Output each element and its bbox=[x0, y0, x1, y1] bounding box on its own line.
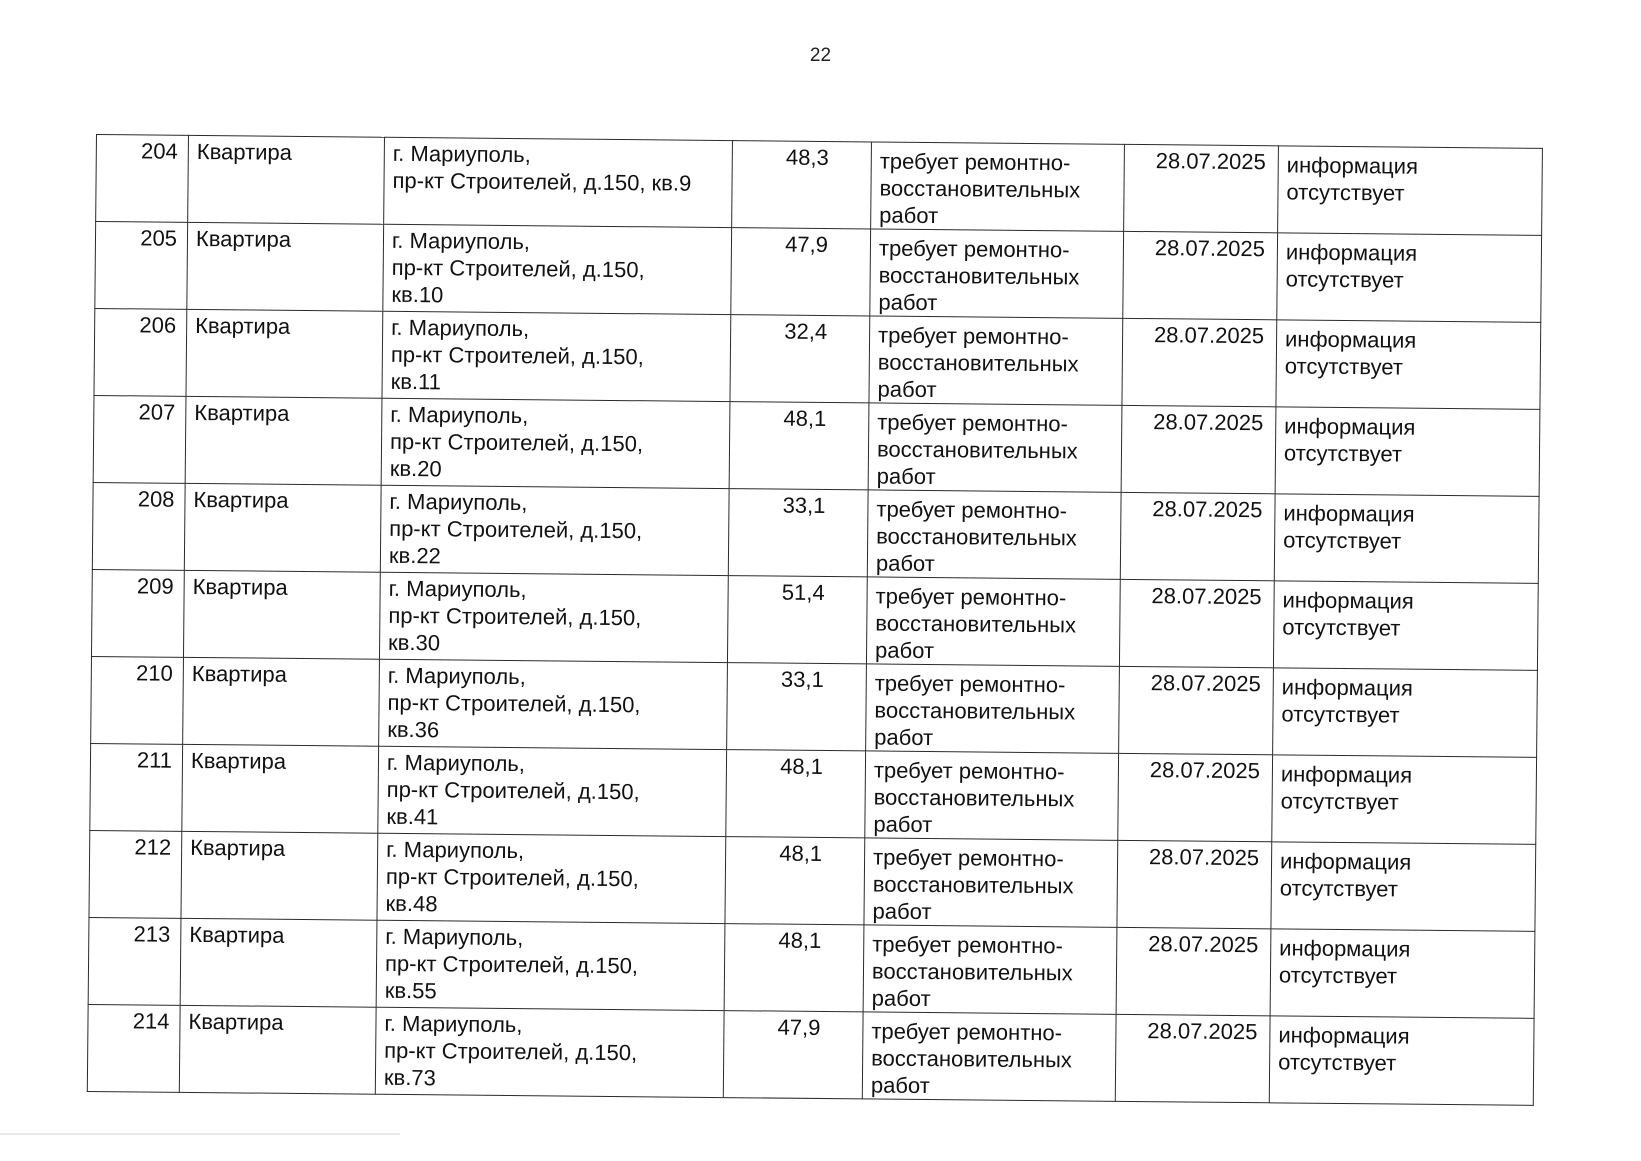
cell-address bbox=[380, 485, 729, 575]
address-city: г. Мариуполь, bbox=[391, 227, 531, 255]
row-number: 204 bbox=[141, 138, 178, 164]
address-apartment: кв.36 bbox=[387, 716, 440, 743]
cell-area bbox=[731, 228, 871, 316]
inspection-date: 28.07.2025 bbox=[1151, 583, 1262, 610]
address-apartment: кв.55 bbox=[384, 977, 437, 1004]
object-type: Квартира bbox=[195, 225, 292, 252]
cell-address bbox=[381, 398, 730, 488]
object-type: Квартира bbox=[195, 312, 291, 339]
area-value: 48,1 bbox=[783, 405, 827, 432]
inspection-date: 28.07.2025 bbox=[1155, 148, 1266, 175]
address-street: пр-кт Строителей, д.150, bbox=[388, 602, 642, 631]
inspection-date: 28.07.2025 bbox=[1153, 322, 1265, 349]
cell-date bbox=[1121, 405, 1276, 493]
cell-condition bbox=[868, 403, 1122, 492]
owner-info-text: информация отсутствует bbox=[1283, 500, 1415, 554]
cell-date bbox=[1116, 927, 1271, 1015]
table-row bbox=[89, 830, 1536, 931]
cell-number bbox=[91, 569, 184, 657]
cell-address bbox=[384, 137, 733, 227]
cell-owner-info bbox=[1269, 1016, 1534, 1106]
table-row bbox=[92, 482, 1539, 583]
condition-text: требует ремонтно- восстановительных работ bbox=[873, 757, 1075, 838]
address-city: г. Мариуполь, bbox=[387, 662, 526, 690]
cell-number bbox=[94, 308, 187, 396]
object-type: Квартира bbox=[190, 747, 287, 774]
inspection-date: 28.07.2025 bbox=[1153, 409, 1264, 436]
row-number: 213 bbox=[133, 921, 171, 947]
owner-info-text: информация отсутствует bbox=[1284, 326, 1417, 380]
owner-info-text: информация отсутствует bbox=[1278, 935, 1411, 989]
cell-object-type bbox=[183, 657, 380, 746]
cell-owner-info bbox=[1278, 146, 1543, 236]
object-type: Квартира bbox=[190, 834, 286, 861]
cell-address bbox=[377, 833, 726, 923]
cell-owner-info bbox=[1276, 320, 1541, 410]
owner-info-text: информация отсутствует bbox=[1281, 674, 1414, 728]
cell-condition bbox=[865, 751, 1119, 840]
cell-number bbox=[88, 917, 181, 1005]
table-row bbox=[87, 1004, 1534, 1105]
cell-object-type bbox=[186, 309, 383, 398]
page-number: 22 bbox=[809, 45, 832, 66]
cell-object-type bbox=[184, 483, 381, 572]
cell-number bbox=[89, 830, 182, 918]
cell-date bbox=[1115, 1014, 1270, 1102]
table-row bbox=[91, 569, 1538, 670]
row-number: 207 bbox=[138, 399, 176, 425]
table-row bbox=[94, 308, 1541, 409]
condition-text: требует ремонтно- восстановительных работ bbox=[870, 1018, 1072, 1099]
object-type: Квартира bbox=[196, 138, 293, 165]
cell-owner-info bbox=[1273, 668, 1538, 758]
address-city: г. Мариуполь, bbox=[392, 140, 531, 168]
cell-owner-info bbox=[1270, 929, 1535, 1019]
area-value: 51,4 bbox=[781, 579, 825, 606]
area-value: 33,1 bbox=[780, 666, 824, 693]
address-city: г. Мариуполь, bbox=[386, 749, 526, 777]
scan-edge-line bbox=[0, 1133, 400, 1135]
cell-area bbox=[724, 924, 864, 1012]
cell-condition bbox=[864, 838, 1118, 927]
cell-address bbox=[378, 746, 727, 836]
table-row bbox=[88, 917, 1535, 1018]
condition-text: требует ремонтно- восстановительных работ bbox=[878, 235, 1080, 316]
cell-condition bbox=[867, 490, 1121, 579]
cell-owner-info bbox=[1277, 233, 1542, 323]
cell-area bbox=[730, 315, 870, 403]
object-type: Квартира bbox=[189, 921, 285, 948]
address-city: г. Мариуполь, bbox=[389, 488, 528, 516]
cell-date bbox=[1119, 666, 1274, 754]
address-street: пр-кт Строителей, д.150, кв.9 bbox=[392, 167, 692, 196]
cell-date bbox=[1120, 492, 1275, 580]
area-value: 48,1 bbox=[780, 753, 824, 780]
address-apartment: кв.20 bbox=[389, 455, 442, 482]
address-street: пр-кт Строителей, д.150, bbox=[386, 776, 640, 805]
condition-text: требует ремонтно- восстановительных работ bbox=[879, 148, 1081, 229]
address-street: пр-кт Строителей, д.150, bbox=[385, 863, 639, 892]
condition-text: требует ремонтно- восстановительных работ bbox=[871, 931, 1073, 1012]
cell-owner-info bbox=[1273, 581, 1538, 671]
cell-condition bbox=[866, 664, 1120, 753]
cell-address bbox=[379, 659, 728, 749]
address-apartment: кв.73 bbox=[383, 1064, 436, 1091]
cell-number bbox=[92, 482, 185, 570]
row-number: 211 bbox=[136, 747, 173, 773]
cell-date bbox=[1118, 753, 1273, 841]
table-row bbox=[90, 743, 1537, 844]
object-type: Квартира bbox=[192, 573, 288, 600]
inspection-date: 28.07.2025 bbox=[1148, 931, 1259, 958]
table-row bbox=[96, 135, 1543, 236]
address-street: пр-кт Строителей, д.150, bbox=[390, 341, 644, 370]
row-number: 214 bbox=[132, 1008, 170, 1034]
cell-area bbox=[727, 576, 867, 664]
area-value: 47,9 bbox=[777, 1014, 821, 1040]
address-apartment: кв.48 bbox=[385, 890, 438, 917]
owner-info-text: информация отсутствует bbox=[1278, 1022, 1410, 1076]
area-value: 48,3 bbox=[785, 144, 829, 171]
address-street: пр-кт Строителей, д.150, bbox=[389, 428, 644, 457]
inspection-date: 28.07.2025 bbox=[1147, 1018, 1258, 1045]
property-register-table bbox=[87, 134, 1543, 1106]
cell-number bbox=[93, 395, 186, 483]
condition-text: требует ремонтно- восстановительных работ bbox=[877, 322, 1079, 403]
table-body bbox=[87, 135, 1542, 1106]
row-number: 210 bbox=[135, 660, 173, 686]
inspection-date: 28.07.2025 bbox=[1150, 670, 1261, 697]
area-value: 48,1 bbox=[779, 840, 823, 867]
address-street: пр-кт Строителей, д.150, bbox=[391, 254, 645, 283]
table-row bbox=[95, 222, 1542, 323]
cell-condition bbox=[862, 1012, 1116, 1101]
cell-condition bbox=[863, 925, 1117, 1014]
owner-info-text: информация отсутствует bbox=[1283, 413, 1416, 467]
cell-condition bbox=[870, 229, 1124, 318]
cell-address bbox=[375, 1007, 724, 1097]
inspection-date: 28.07.2025 bbox=[1152, 496, 1263, 523]
row-number: 208 bbox=[137, 486, 175, 512]
cell-owner-info bbox=[1275, 407, 1540, 497]
table-row bbox=[91, 656, 1538, 757]
cell-object-type bbox=[183, 570, 380, 659]
address-city: г. Мариуполь, bbox=[384, 1010, 523, 1038]
cell-address bbox=[379, 572, 728, 662]
row-number: 205 bbox=[140, 225, 178, 251]
owner-info-text: информация отсутствует bbox=[1279, 848, 1412, 902]
cell-address bbox=[376, 920, 725, 1010]
cell-address bbox=[383, 224, 732, 314]
area-value: 33,1 bbox=[782, 492, 826, 519]
address-street: пр-кт Строителей, д.150, bbox=[387, 689, 641, 718]
cell-condition bbox=[869, 316, 1123, 405]
cell-condition bbox=[871, 142, 1125, 231]
owner-info-text: информация отсутствует bbox=[1285, 239, 1418, 293]
object-type: Квартира bbox=[194, 399, 290, 426]
cell-area bbox=[728, 489, 868, 577]
cell-object-type bbox=[182, 744, 379, 833]
address-city: г. Мариуполь, bbox=[385, 923, 524, 951]
address-apartment: кв.30 bbox=[388, 629, 441, 656]
condition-text: требует ремонтно- восстановительных работ bbox=[876, 409, 1078, 490]
cell-number bbox=[90, 743, 183, 831]
inspection-date: 28.07.2025 bbox=[1149, 757, 1261, 784]
cell-address bbox=[382, 311, 731, 401]
cell-area bbox=[725, 837, 865, 925]
address-apartment: кв.41 bbox=[386, 803, 439, 830]
cell-owner-info bbox=[1272, 755, 1537, 845]
cell-date bbox=[1124, 144, 1279, 232]
cell-owner-info bbox=[1274, 494, 1539, 584]
condition-text: требует ремонтно- восстановительных работ bbox=[875, 496, 1077, 577]
area-value: 32,4 bbox=[784, 318, 828, 345]
cell-area bbox=[727, 663, 867, 751]
object-type: Квартира bbox=[193, 486, 289, 513]
address-apartment: кв.22 bbox=[388, 542, 441, 569]
cell-date bbox=[1119, 579, 1274, 667]
cell-area bbox=[732, 141, 872, 229]
address-street: пр-кт Строителей, д.150, bbox=[384, 950, 639, 979]
cell-object-type bbox=[179, 1005, 376, 1094]
cell-number bbox=[95, 222, 188, 310]
row-number: 206 bbox=[139, 312, 177, 338]
address-city: г. Мариуполь, bbox=[386, 836, 525, 864]
condition-text: требует ремонтно- восстановительных работ bbox=[874, 583, 1077, 664]
address-street: пр-кт Строителей, д.150, bbox=[384, 1037, 638, 1066]
cell-date bbox=[1122, 318, 1277, 406]
address-apartment: кв.11 bbox=[390, 368, 442, 395]
cell-condition bbox=[866, 577, 1120, 666]
object-type: Квартира bbox=[188, 1008, 284, 1035]
owner-info-text: информация отсутствует bbox=[1280, 761, 1413, 815]
table-row bbox=[93, 395, 1540, 496]
row-number: 209 bbox=[136, 573, 174, 599]
inspection-date: 28.07.2025 bbox=[1154, 235, 1266, 262]
address-city: г. Мариуполь, bbox=[390, 401, 529, 429]
address-apartment: кв.10 bbox=[391, 281, 444, 308]
row-number: 212 bbox=[134, 834, 172, 860]
cell-object-type bbox=[181, 831, 378, 920]
cell-number bbox=[91, 656, 184, 744]
cell-object-type bbox=[185, 396, 382, 485]
inspection-date: 28.07.2025 bbox=[1148, 844, 1260, 871]
owner-info-text: информация отсутствует bbox=[1282, 587, 1414, 641]
object-type: Квартира bbox=[191, 660, 288, 687]
owner-info-text: информация отсутствует bbox=[1286, 152, 1419, 206]
cell-date bbox=[1123, 231, 1278, 319]
cell-area bbox=[723, 1011, 863, 1099]
address-street: пр-кт Строителей, д.150, bbox=[389, 515, 643, 544]
area-value: 47,9 bbox=[785, 231, 829, 258]
cell-number bbox=[96, 135, 189, 223]
cell-area bbox=[729, 402, 869, 490]
cell-owner-info bbox=[1271, 842, 1536, 932]
condition-text: требует ремонтно- восстановительных работ bbox=[874, 670, 1076, 751]
cell-area bbox=[726, 750, 866, 838]
cell-date bbox=[1117, 840, 1272, 928]
cell-object-type bbox=[187, 222, 384, 311]
cell-number bbox=[87, 1004, 180, 1092]
address-city: г. Мариуполь, bbox=[388, 575, 527, 603]
cell-object-type bbox=[188, 135, 385, 224]
condition-text: требует ремонтно- восстановительных работ bbox=[872, 844, 1074, 925]
area-value: 48,1 bbox=[778, 927, 822, 953]
cell-object-type bbox=[180, 918, 377, 1007]
address-city: г. Мариуполь, bbox=[391, 314, 530, 342]
